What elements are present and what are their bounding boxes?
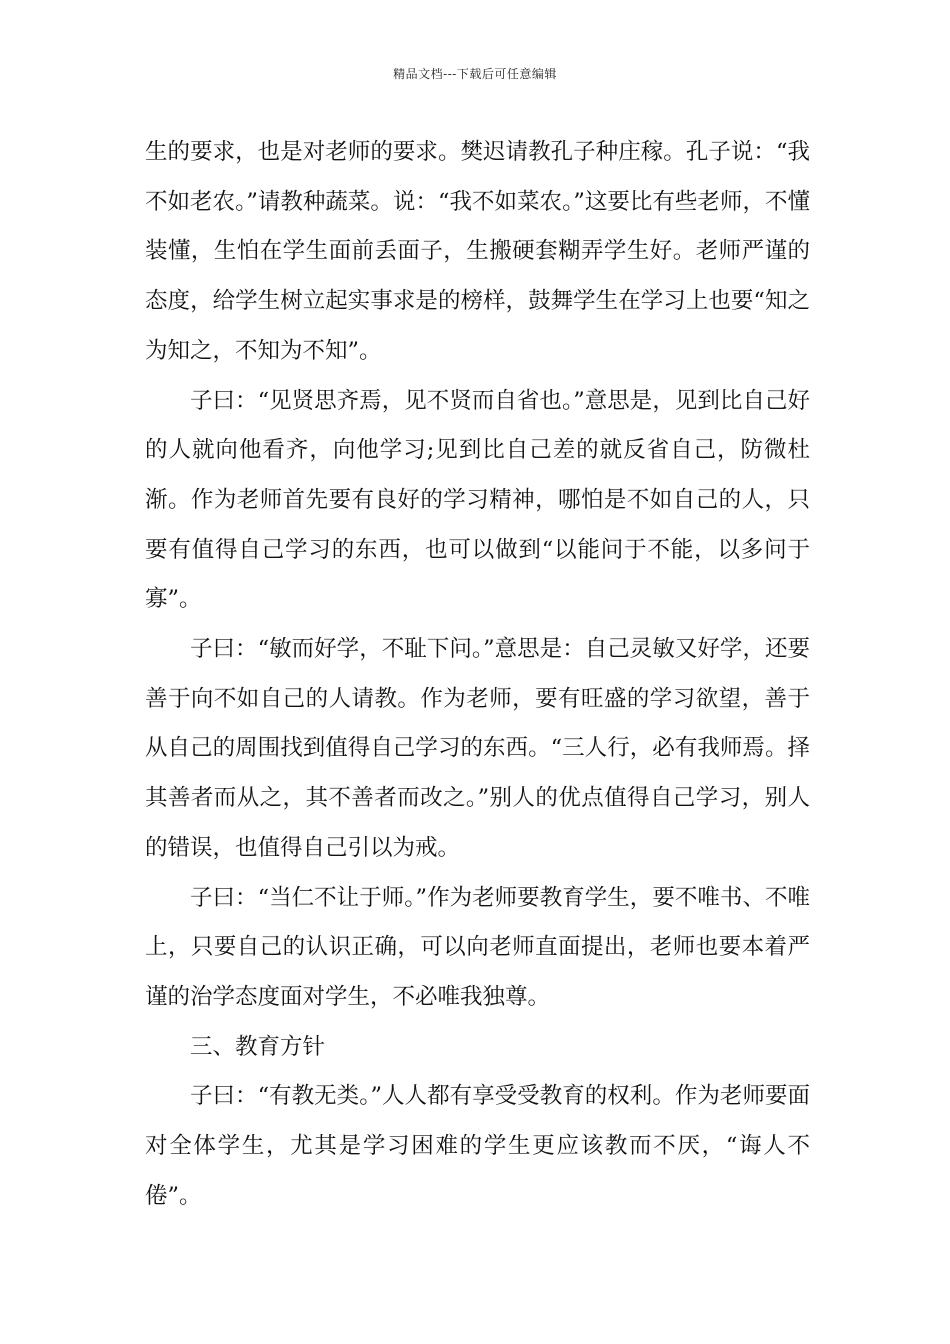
document-body: [145, 128, 810, 1221]
paragraph-dang-ren-bu-rang: 子曰：“当仁不让于师。”作为老师要教育学生，要不唯书、不唯上，只要自己的认识正确，可以向老师直面提出，老师也要本着严谨的治学态度面对学生，不必唯我独尊。: [145, 884, 810, 1010]
paragraph-min-er-hao-xue: 子曰：“敏而好学，不耻下问。”意思是：自己灵敏又好学，还要善于向不如自己的人请教。作为老师，要有旺盛的学习欲望，善于从自己的周围找到值得自己学习的东西。“三人行，必有我师焉。择其善者而从之，其不善者而改之。”别人的优点值得自己学习，别人的错误，也值得自己引以为戒。: [145, 636, 810, 861]
page-header: 精品文档---下载后可任意编辑: [393, 67, 557, 81]
paragraph-jian-xian-si-qi: 子曰：“见贤思齐焉，见不贤而自省也。”意思是，见到比自己好的人就向他看齐，向他学习;见到比自己差的就反省自己，防微杜渐。作为老师首先要有良好的学习精神，哪怕是不如自己的人，只要有值得自己学习的东西，也可以做到“以能问于不能，以多问于寡”。: [145, 387, 810, 613]
paragraph-you-jiao-wu-lei: 子曰：“有教无类。”人人都有享受受教育的权利。作为老师要面对全体学生，尤其是学习困难的学生更应该教而不厌，“诲人不倦”。: [145, 1083, 810, 1209]
paragraph-continuation: 生的要求，也是对老师的要求。樊迟请教孔子种庄稼。孔子说：“我不如老农。”请教种蔬菜。说：“我不如菜农。”这要比有些老师，不懂装懂，生怕在学生面前丢面子，生搬硬套糊弄学生好。老师严谨的态度，给学生树立起实事求是的榜样，鼓舞学生在学习上也要“知之为知之，不知为不知”。: [145, 139, 810, 364]
section-heading-education-policy: 三、教育方针: [190, 1033, 326, 1060]
